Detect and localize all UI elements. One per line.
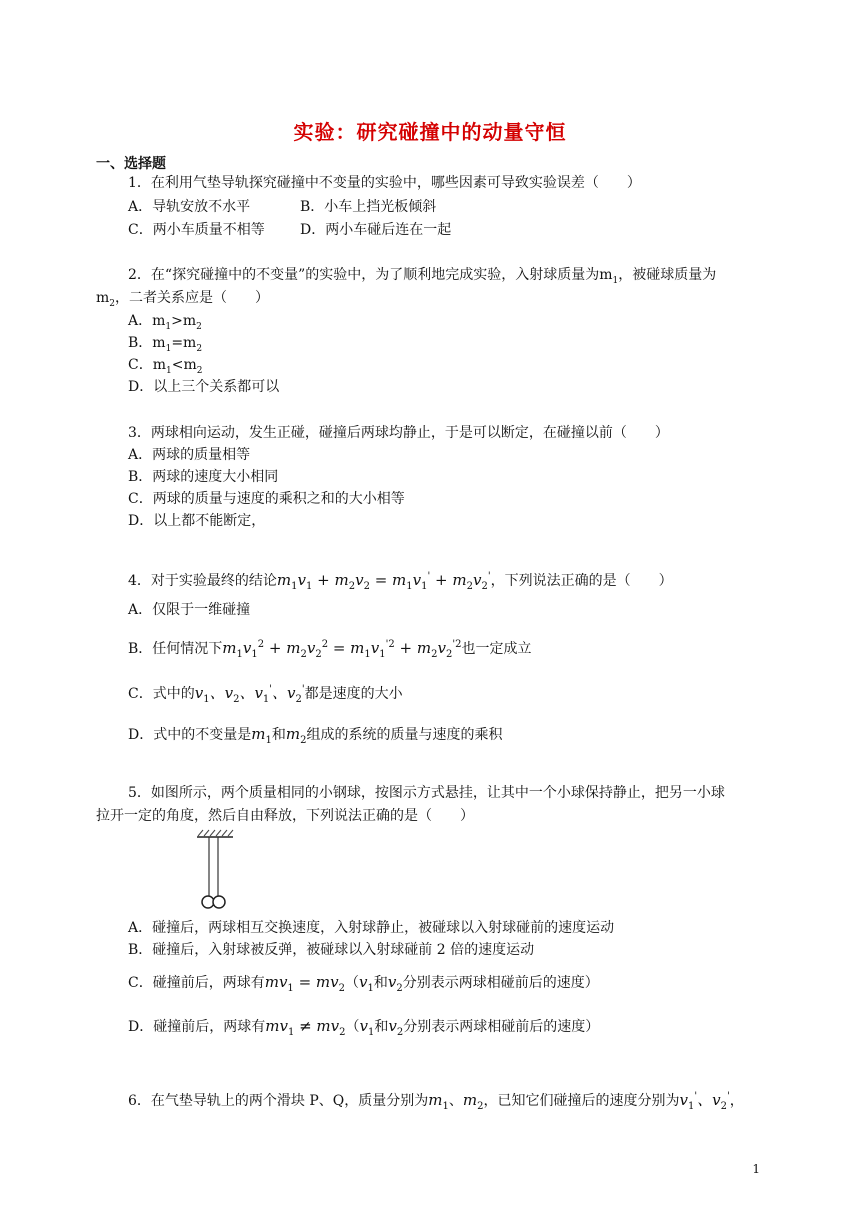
q2-stem-line1 — [128, 265, 716, 291]
q5-option-d-v1: $v_1$ — [359, 1017, 375, 1038]
q4-option-b-post: 也一定成立 — [461, 641, 532, 657]
section-heading: 一、选择题 — [96, 156, 166, 172]
q4-option-c-pre: C．式中的 — [128, 686, 195, 702]
q5-option-d-v2: $v_2$ — [388, 1017, 404, 1038]
q4-option-b-pre: B．任何情况下 — [128, 641, 223, 657]
q4-option-d-m1: $m_1$ — [251, 725, 272, 746]
q1-option-c: C．两小车质量不相等 — [128, 222, 265, 238]
q4-option-d-mid: 和 — [271, 727, 286, 743]
q5-option-c-pre: C．碰撞前后，两球有 — [128, 975, 265, 991]
q4-stem-pre: 4．对于实验最终的结论 — [128, 573, 277, 589]
right-ball — [213, 896, 225, 908]
q2-m2: $m_2$ — [96, 290, 116, 309]
q3-option-b: B．两球的速度大小相同 — [128, 469, 279, 485]
q5-stem-line1: 5．如图所示，两个质量相同的小钢球，按图示方式悬挂，让其中一个小球保持静止，把另一小球 — [128, 785, 725, 801]
q5-option-c-v2: $v_2$ — [387, 973, 403, 994]
q2-option-a-label: A． — [128, 313, 153, 329]
q4-option-d-m2: $m_2$ — [285, 725, 307, 746]
q5-option-c-post: 分别表示两球相碰前后的速度） — [402, 975, 599, 991]
q2-stem-line2 — [96, 288, 269, 314]
q4-stem — [128, 567, 673, 597]
q6-velocities: $v_1'$、$v_2'$ — [679, 1091, 730, 1112]
q4-option-c-post: 都是速度的大小 — [304, 686, 403, 702]
q5-option-a: A．碰撞后，两球相互交换速度，入射球静止，被碰球以入射球碰前的速度运动 — [128, 920, 615, 936]
q4-option-a: A．仅限于一维碰撞 — [128, 602, 251, 618]
q2-option-d: D．以上三个关系都可以 — [128, 379, 280, 395]
q4-formula: $m_1v_1 + m_2v_2 = m_1v_1' + m_2v_2'$ — [276, 571, 491, 592]
q6-stem: 6．在气垫导轨上的两个滑块 P、Q，质量分别为$m_1$、$m_2$，已知它们碰撞后的速度分别为$v_1'$、$v_2'$， — [128, 1091, 744, 1112]
q5-option-c-v1: $v_1$ — [358, 973, 374, 994]
q5-option-d: D．碰撞前后，两球有$mv_1 \ne mv_2(v_1$和$v_2$分别表示两球相碰前后的速度） — [128, 1017, 600, 1038]
ceiling-hatch — [197, 830, 233, 837]
q5-option-d-pre: D．碰撞前后，两球有 — [128, 1019, 266, 1035]
q2-option-c-formula: $m_1<m_2$ — [152, 357, 203, 376]
q2-option-c-label: C． — [128, 357, 153, 373]
q2-stem2-text: ，二者关系应是（ ） — [115, 290, 270, 306]
q1-option-d: D．两小车碰后连在一起 — [300, 222, 452, 238]
q6-stem-pre: 6．在气垫导轨上的两个滑块 P、Q，质量分别为 — [128, 1093, 429, 1109]
q4-option-b — [128, 635, 531, 665]
page-number: 1 — [752, 1162, 760, 1176]
q5-option-c: C．碰撞前后，两球有$mv_1 = mv_2(v_1$和$v_2$分别表示两球相碰前后的速度） — [128, 973, 599, 994]
q1-option-b: B．小车上挡光板倾斜 — [300, 199, 437, 215]
q2-option-a-formula: $m_1>m_2$ — [152, 313, 202, 332]
q4-option-d-pre: D．式中的不变量是 — [128, 727, 252, 743]
q2-option-b-formula: $m_1=m_2$ — [152, 335, 203, 354]
q5-option-c-formula: $mv_1 = mv_2$ — [264, 973, 345, 994]
q4-option-c-formula: $v_1$、$v_2$、$v_1'$、$v_2'$ — [194, 684, 305, 705]
q6-stem-mid: ，已知它们碰撞后的速度分别为 — [483, 1093, 680, 1109]
q5-option-d-formula: $mv_1 \ne mv_2$ — [265, 1017, 346, 1038]
q1-stem: 1．在利用气垫导轨探究碰撞中不变量的实验中，哪些因素可导致实验误差（ ） — [128, 175, 641, 191]
q6-m2: $m_2$ — [462, 1091, 484, 1112]
q4-stem-post: ，下列说法正确的是（ ） — [490, 573, 673, 589]
q4-option-d — [128, 724, 502, 751]
q5-option-d-post: 分别表示两球相碰前后的速度） — [403, 1019, 600, 1035]
left-ball — [202, 896, 214, 908]
q6-m1: $m_1$ — [428, 1091, 449, 1112]
q3-option-c: C．两球的质量与速度的乘积之和的大小相等 — [128, 491, 405, 507]
q2-m1: $m_1$ — [599, 267, 619, 286]
q5-stem-line2: 拉开一定的角度，然后自由释放，下列说法正确的是（ ） — [96, 808, 474, 824]
q3-stem: 3．两球相向运动，发生正碰，碰撞后两球均静止，于是可以断定，在碰撞以前（ ） — [128, 425, 669, 441]
q4-option-c — [128, 680, 403, 710]
page-title: 实验：研究碰撞中的动量守恒 — [293, 120, 567, 144]
q4-option-b-formula: $m_1v_1^2 + m_2v_2^2 = m_1v_1^{'2} + m_2v_2^{'2}$ — [222, 639, 462, 660]
q5-option-b: B．碰撞后，入射球被反弹，被碰球以入射球碰前 2 倍的速度运动 — [128, 942, 535, 958]
q1-option-a: A．导轨安放不水平 — [128, 199, 251, 215]
q3-option-d: D．以上都不能断定， — [128, 513, 266, 529]
q2-stem-text: 2．在“探究碰撞中的不变量”的实验中，为了顺利地完成实验，入射球质量为 — [128, 267, 600, 283]
q2-option-b-label: B． — [128, 335, 153, 351]
q4-option-d-post: 组成的系统的质量与速度的乘积 — [306, 727, 503, 743]
pendulum-figure — [195, 828, 235, 910]
q2-stem-tail: ，被碰球质量为 — [618, 267, 717, 283]
q3-option-a: A．两球的质量相等 — [128, 447, 251, 463]
